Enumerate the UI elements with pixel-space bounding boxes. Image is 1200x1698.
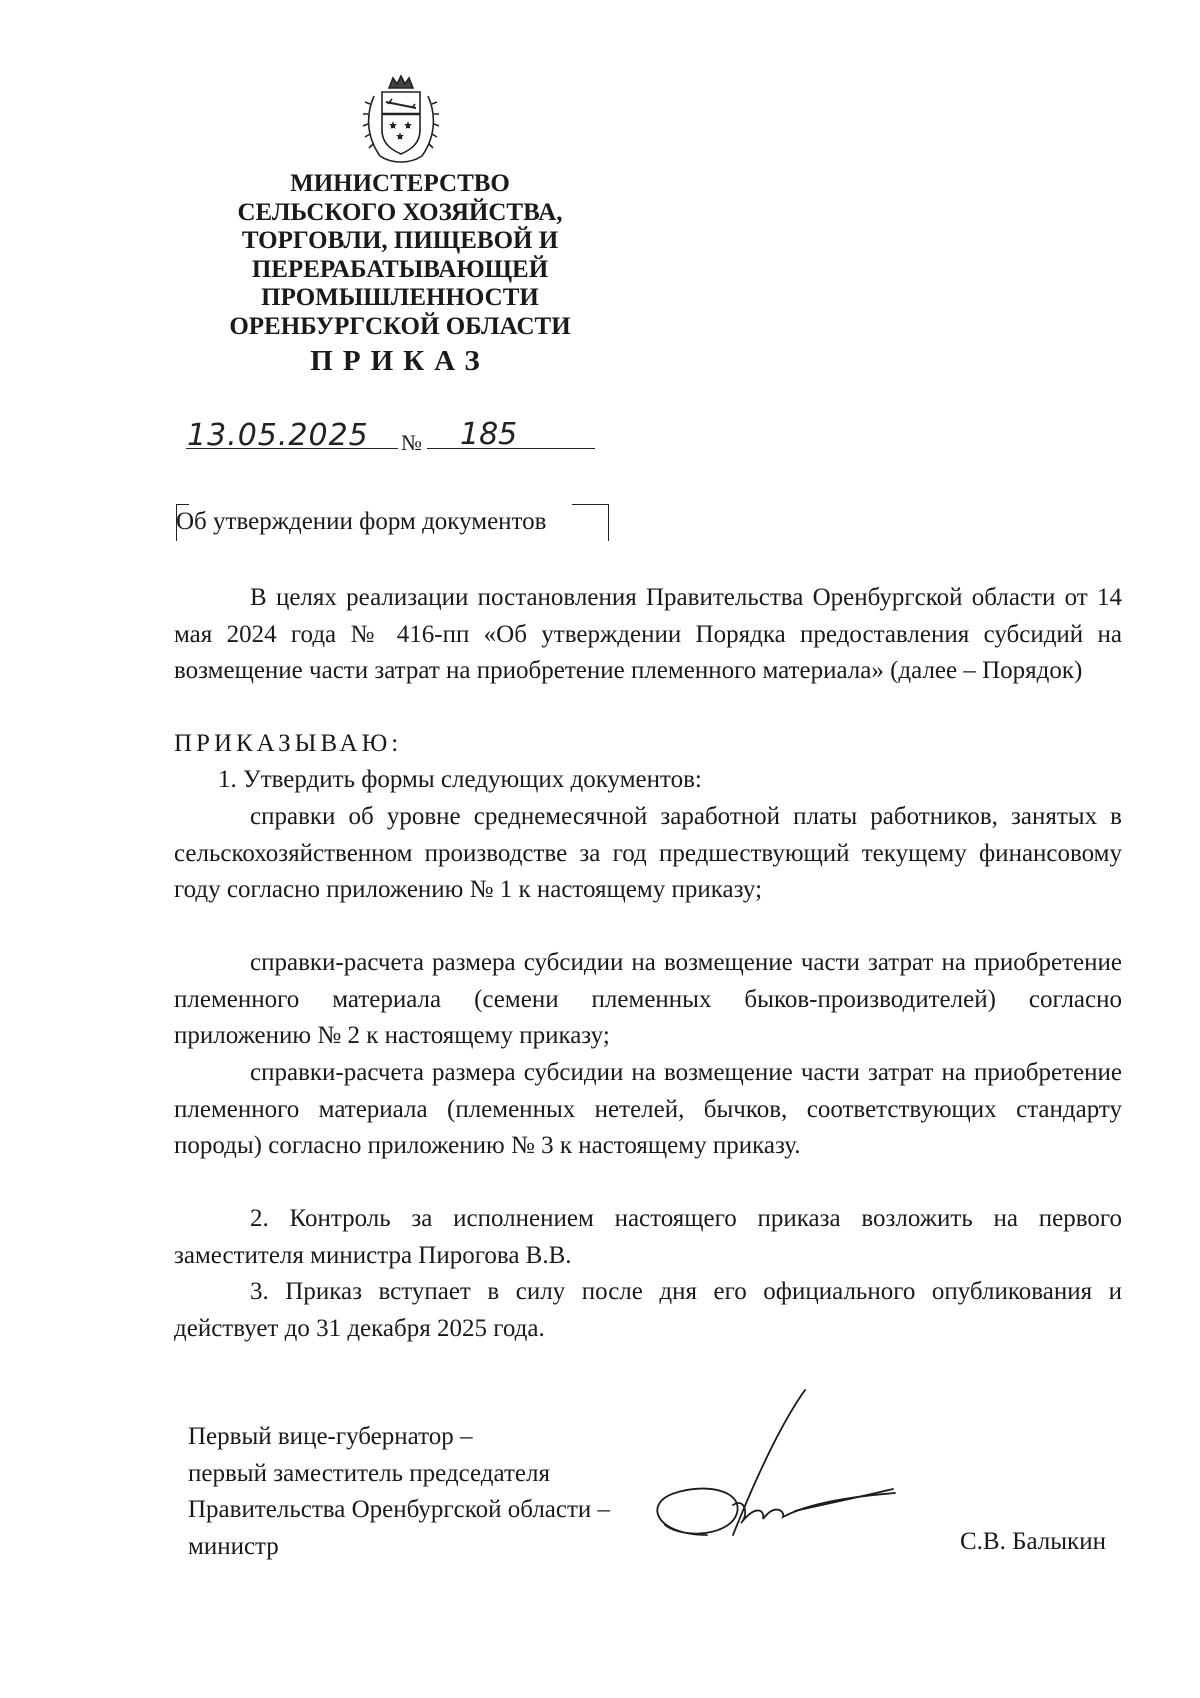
item-1-form-b: справки-расчета размера субсидии на возмещение части затрат на приобретение племенного материала (семени племенных быков-производителей) согласно приложению № 2 к настоящему приказу; — [174, 949, 1122, 1049]
ministry-name — [200, 170, 600, 341]
position-line: первый заместитель председателя — [188, 1459, 550, 1487]
item-3: 3. Приказ вступает в силу после дня его официального опубликования и действует до 31 декабря 2025 года. — [174, 1278, 1122, 1342]
preamble-paragraph: В целях реализации постановления Правительства Оренбургской области от 14 мая 2024 года № 416-пп «Об утверждении Порядка предоставления субсидий на возмещение части затрат на приобретение племенного материала» (далее – Порядок) — [174, 584, 1122, 684]
ministry-name-line: ПЕРЕРАБАТЫВАЮЩЕЙ — [251, 255, 549, 283]
date-underline — [186, 448, 398, 449]
ministry-name-line: ТОРГОВЛИ, ПИЩЕВОЙ И — [241, 227, 559, 254]
number-sign: № — [401, 430, 422, 455]
item-1-form-a: справки об уровне среднемесячной заработной платы работников, занятых в сельскохозяйственном производстве за год предшествующий текущему финансовому году согласно приложению № 1 к настоящему приказу; — [174, 803, 1122, 903]
document-type-title: ПРИКАЗ — [310, 345, 490, 377]
item-1-form-c: справки-расчета размера субсидии на возмещение части затрат на приобретение племенного материала (племенных нетелей, бычков, соответствующих стандарту породы) согласно приложению № 3 к настоящему приказу. — [174, 1059, 1122, 1159]
signatory-position — [188, 1419, 610, 1565]
subject-corner-right — [572, 504, 609, 541]
order-subject: Об утверждении форм документов — [176, 508, 547, 535]
order-date: 13.05.2025 — [187, 418, 369, 453]
coat-of-arms-icon — [362, 74, 440, 166]
order-number: 185 — [460, 417, 518, 452]
number-underline — [427, 448, 595, 449]
item-2: 2. Контроль за исполнением настоящего приказа возложить на первого заместителя министра Пирогова В.В. — [174, 1205, 1122, 1269]
position-line: Правительства Оренбургской области – — [188, 1496, 611, 1523]
ministry-name-line: СЕЛЬСКОГО ХОЗЯЙСТВА, — [237, 198, 563, 226]
ministry-name-line: ОРЕНБУРГСКОЙ ОБЛАСТИ — [229, 312, 571, 340]
ministry-name-line: ПРОМЫШЛЕННОСТИ — [261, 284, 539, 311]
directive-heading: ПРИКАЗЫВАЮ: — [174, 730, 403, 757]
position-line: Первый вице-губернатор – — [188, 1423, 473, 1450]
position-line: министр — [188, 1532, 279, 1560]
ministry-name-line: МИНИСТЕРСТВО — [290, 170, 510, 197]
handwritten-signature — [645, 1385, 905, 1555]
item-1: 1. Утвердить формы следующих документов: — [218, 766, 702, 793]
signer-name: С.В. Балыкин — [960, 1528, 1106, 1555]
